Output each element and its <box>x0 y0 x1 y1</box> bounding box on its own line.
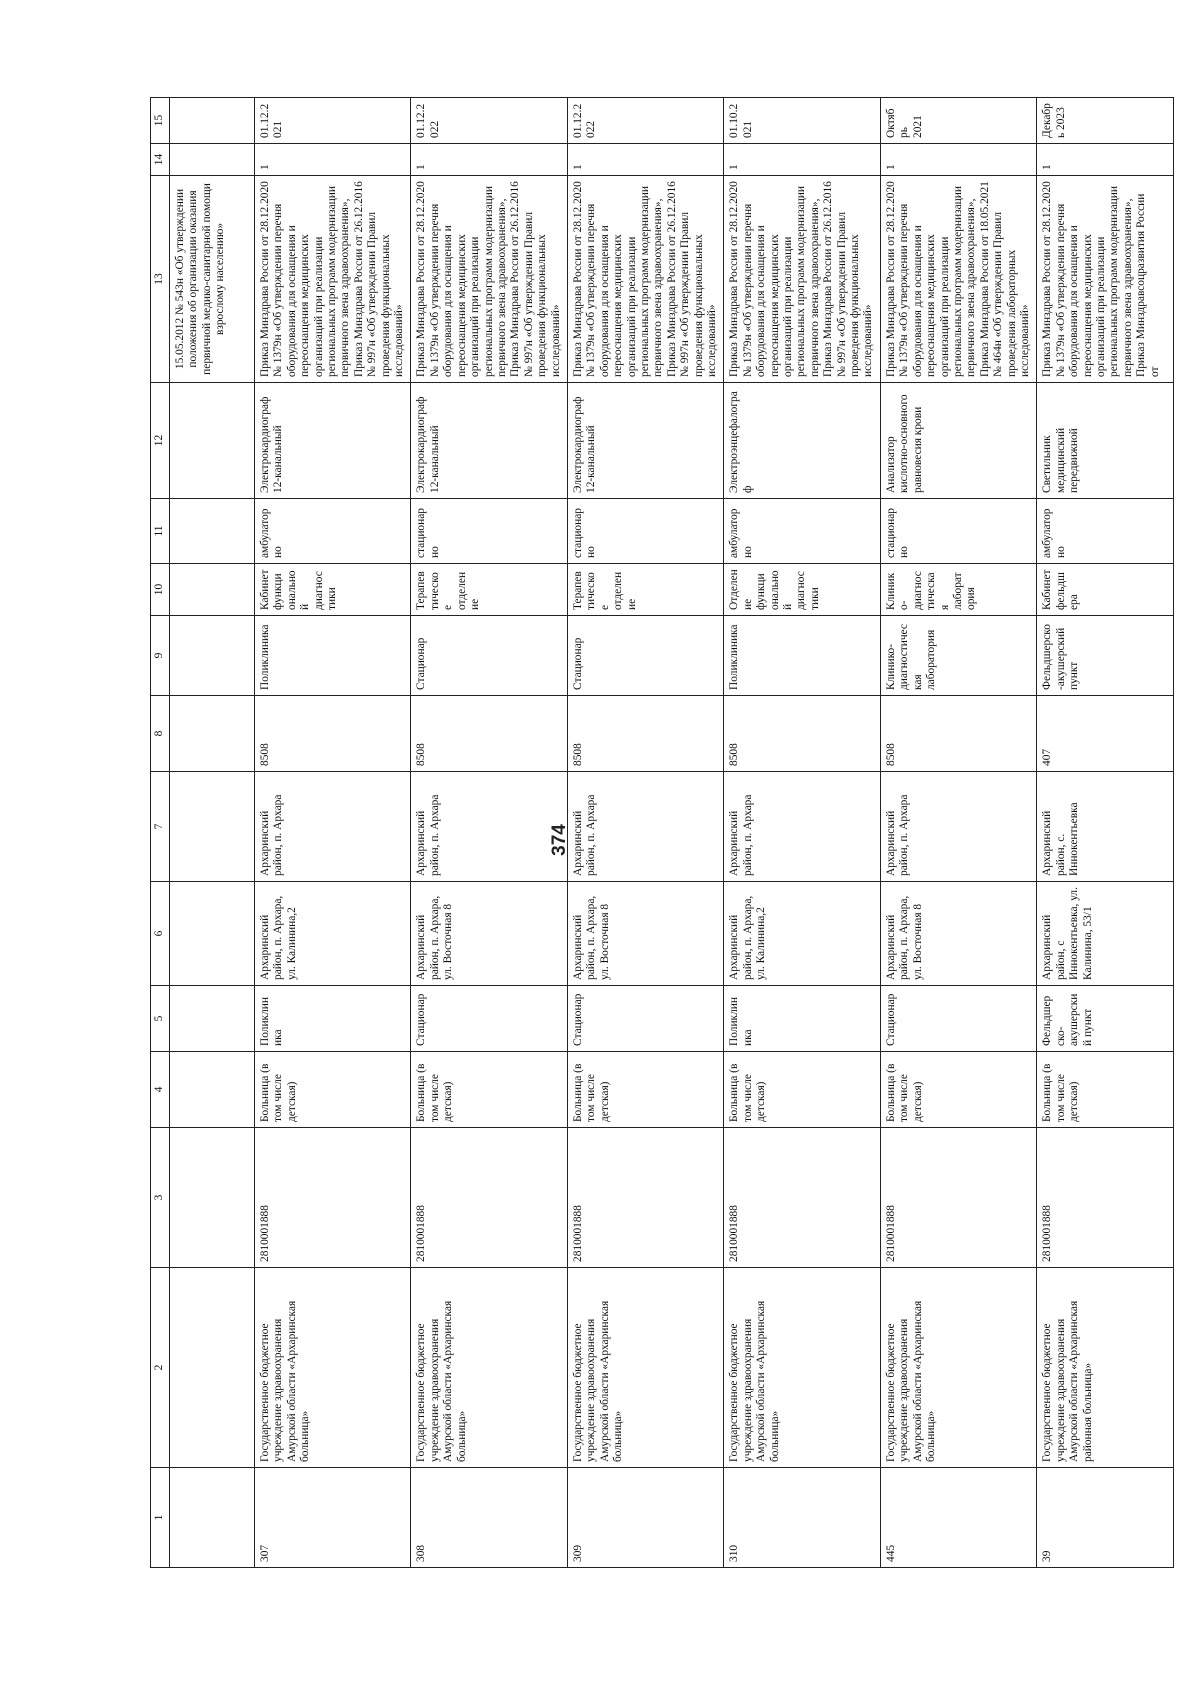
empty-cell <box>170 1052 255 1128</box>
quantity: 1 <box>255 144 411 176</box>
department: Терапевтическое отделение <box>411 564 567 616</box>
delivery-date: Декабрь 2023 <box>1037 98 1174 144</box>
locality: Архаринский район, п. Архара <box>724 772 880 882</box>
page-number: 374 <box>549 824 570 856</box>
locality: Архаринский район, п. Архара <box>411 772 567 882</box>
structural-unit: Поликлиника <box>724 986 880 1052</box>
organization-name: Государственное бюджетное учреждение здравоохранения Амурской области «Архаринская больница» <box>411 1268 567 1468</box>
row-number: 445 <box>880 1468 1036 1568</box>
table-row <box>1037 98 1174 1568</box>
quantity: 1 <box>567 144 723 176</box>
department: Кабинет фельдшера <box>1037 564 1174 616</box>
structural-unit: Стационар <box>411 986 567 1052</box>
quantity: 1 <box>1037 144 1174 176</box>
equipment-name: Электрокардиограф 12-канальный <box>567 383 723 499</box>
organization-name: Государственное бюджетное учреждение здравоохранения Амурской области «Архаринская больница» <box>567 1268 723 1468</box>
empty-cell <box>170 772 255 882</box>
rotated-page <box>150 98 1161 1568</box>
row-number: 39 <box>1037 1468 1174 1568</box>
organization-type: Больница (в том числе детская) <box>411 1052 567 1128</box>
code: 8508 <box>724 696 880 772</box>
table-row <box>411 98 567 1568</box>
column-number: 8 <box>151 696 170 772</box>
empty-cell <box>170 499 255 564</box>
code: 8508 <box>880 696 1036 772</box>
locality: Архаринский район, п. Архара <box>880 772 1036 882</box>
locality: Архаринский район, п. Архара <box>255 772 411 882</box>
code: 8508 <box>567 696 723 772</box>
organization-type: Больница (в том числе детская) <box>255 1052 411 1128</box>
care-conditions: стационарно <box>567 499 723 564</box>
address: Архаринский район, п. Архара, ул. Калинина,2 <box>724 882 880 986</box>
subunit: Поликлиника <box>724 616 880 696</box>
subunit: Клинико-диагностическая лаборатория <box>880 616 1036 696</box>
empty-cell <box>170 383 255 499</box>
empty-cell <box>170 1468 255 1568</box>
column-numbers-row <box>151 98 170 1568</box>
address: Архаринский район, п. Архара, ул. Калинина,2 <box>255 882 411 986</box>
subunit: Стационар <box>567 616 723 696</box>
equipment-name: Электрокардиограф 12-канальный <box>255 383 411 499</box>
empty-cell <box>170 1268 255 1468</box>
equipment-registry-table <box>150 97 1174 1568</box>
row-number: 307 <box>255 1468 411 1568</box>
quantity: 1 <box>411 144 567 176</box>
empty-cell <box>170 1128 255 1268</box>
inn-code: 2810001888 <box>255 1128 411 1268</box>
empty-cell <box>170 986 255 1052</box>
quantity: 1 <box>724 144 880 176</box>
column-number: 15 <box>151 98 170 144</box>
subunit: Стационар <box>411 616 567 696</box>
organization-name: Государственное бюджетное учреждение здравоохранения Амурской области «Архаринская больница» <box>724 1268 880 1468</box>
column-number: 1 <box>151 1468 170 1568</box>
equipment-name: Электрокардиограф 12-канальный <box>411 383 567 499</box>
department: Клинико-диагностическая лаборатория <box>880 564 1036 616</box>
delivery-date: 01.12.2022 <box>567 98 723 144</box>
inn-code: 2810001888 <box>411 1128 567 1268</box>
organization-type: Больница (в том числе детская) <box>1037 1052 1174 1128</box>
empty-cell <box>170 144 255 176</box>
column-number: 5 <box>151 986 170 1052</box>
code: 407 <box>1037 696 1174 772</box>
address: Архаринский район, п. Архара, ул. Восточная 8 <box>567 882 723 986</box>
column-number: 7 <box>151 772 170 882</box>
quantity: 1 <box>880 144 1036 176</box>
inn-code: 2810001888 <box>567 1128 723 1268</box>
organization-type: Больница (в том числе детская) <box>724 1052 880 1128</box>
empty-cell <box>170 616 255 696</box>
column-number: 3 <box>151 1128 170 1268</box>
empty-cell <box>170 98 255 144</box>
structural-unit: Поликлиника <box>255 986 411 1052</box>
address: Архаринский район, п. Архара, ул. Восточная 8 <box>411 882 567 986</box>
inn-code: 2810001888 <box>880 1128 1036 1268</box>
organization-type: Больница (в том числе детская) <box>567 1052 723 1128</box>
organization-name: Государственное бюджетное учреждение здравоохранения Амурской области «Архаринская больница» <box>880 1268 1036 1468</box>
column-number: 9 <box>151 616 170 696</box>
row-number: 310 <box>724 1468 880 1568</box>
organization-name: Государственное бюджетное учреждение здравоохранения Амурской области «Архаринская больница» <box>255 1268 411 1468</box>
empty-cell <box>170 882 255 986</box>
department: Кабинет функциональной диагностики <box>255 564 411 616</box>
equipment-name: Электроэнцефалограф <box>724 383 880 499</box>
empty-cell <box>170 696 255 772</box>
regulatory-documents: Приказ Минздрава России от 28.12.2020 № 1379н «Об утверждении перечня оборудования для оснащения и переоснащения медицинских организаций при реализации региональных программ модернизации первичного звена здравоохранения», Приказ Минздрава России от 18.05.2021 № 464н «Об утверждении Правил проведения лабораторных исследований» <box>880 176 1036 383</box>
column-number: 12 <box>151 383 170 499</box>
care-conditions: амбулаторно <box>1037 499 1174 564</box>
organization-type: Больница (в том числе детская) <box>880 1052 1036 1128</box>
care-conditions: амбулаторно <box>724 499 880 564</box>
regulatory-documents: Приказ Минздрава России от 28.12.2020 № 1379н «Об утверждении перечня оборудования для оснащения и переоснащения медицинских организаций при реализации региональных программ модернизации первичного звена здравоохранения», Приказ Минздрава России от 26.12.2016 № 997н «Об утверждении Правил проведения функциональных исследований» <box>411 176 567 383</box>
address: Архаринский район, с Иннокентьевка, ул. Калинина, 53/1 <box>1037 882 1174 986</box>
column-number: 4 <box>151 1052 170 1128</box>
regulatory-documents: Приказ Минздрава России от 28.12.2020 № 1379н «Об утверждении перечня оборудования для оснащения и переоснащения медицинских организаций при реализации региональных программ модернизации первичного звена здравоохранения», Приказ Минздрава России от 26.12.2016 № 997н «Об утверждении Правил проведения функциональных исследований» <box>724 176 880 383</box>
organization-name: Государственное бюджетное учреждение здравоохранения Амурской области «Архаринская районная больница» <box>1037 1268 1174 1468</box>
equipment-name: Анализатор кислотно-основного равновесия крови <box>880 383 1036 499</box>
care-conditions: стационарно <box>880 499 1036 564</box>
continuation-text: 15.05.2012 № 543н «Об утверждении положения об организации оказания первичной медико-санитарной помощи взрослому населению» <box>170 176 255 383</box>
department: Терапевтическое отделение <box>567 564 723 616</box>
structural-unit: Фельдшерско-акушерский пункт <box>1037 986 1174 1052</box>
column-number: 14 <box>151 144 170 176</box>
column-number: 10 <box>151 564 170 616</box>
address: Архаринский район, п. Архара, ул. Восточная 8 <box>880 882 1036 986</box>
row-number: 308 <box>411 1468 567 1568</box>
code: 8508 <box>255 696 411 772</box>
table-row <box>255 98 411 1568</box>
column-number: 11 <box>151 499 170 564</box>
regulatory-documents: Приказ Минздрава России от 28.12.2020 № 1379н «Об утверждении перечня оборудования для оснащения и переоснащения медицинских организаций при реализации региональных программ модернизации первичного звена здравоохранения», Приказ Минздравсоцразвития России от <box>1037 176 1174 383</box>
structural-unit: Стационар <box>880 986 1036 1052</box>
table-row <box>880 98 1036 1568</box>
subunit: Поликлиника <box>255 616 411 696</box>
subunit: Фельдшерско-акушерский пункт <box>1037 616 1174 696</box>
column-number: 13 <box>151 176 170 383</box>
empty-cell <box>170 564 255 616</box>
table-row <box>724 98 880 1568</box>
regulatory-documents: Приказ Минздрава России от 28.12.2020 № 1379н «Об утверждении перечня оборудования для оснащения и переоснащения медицинских организаций при реализации региональных программ модернизации первичного звена здравоохранения», Приказ Минздрава России от 26.12.2016 № 997н «Об утверждении Правил проведения функциональных исследований» <box>567 176 723 383</box>
inn-code: 2810001888 <box>1037 1128 1174 1268</box>
equipment-name: Светильник медицинский передвижной <box>1037 383 1174 499</box>
delivery-date: Октябрь 2021 <box>880 98 1036 144</box>
delivery-date: 01.12.2021 <box>255 98 411 144</box>
care-conditions: амбулаторно <box>255 499 411 564</box>
table-row <box>567 98 723 1568</box>
care-conditions: стационарно <box>411 499 567 564</box>
regulatory-documents: Приказ Минздрава России от 28.12.2020 № 1379н «Об утверждении перечня оборудования для оснащения и переоснащения медицинских организаций при реализации региональных программ модернизации первичного звена здравоохранения», Приказ Минздрава России от 26.12.2016 № 997н «Об утверждении Правил проведения функциональных исследований» <box>255 176 411 383</box>
delivery-date: 01.12.2022 <box>411 98 567 144</box>
column-number: 2 <box>151 1268 170 1468</box>
locality: Архаринский район, с. Иннокентьевка <box>1037 772 1174 882</box>
delivery-date: 01.10.2021 <box>724 98 880 144</box>
locality: Архаринский район, п. Архара <box>567 772 723 882</box>
row-number: 309 <box>567 1468 723 1568</box>
continuation-row <box>170 98 255 1568</box>
department: Отделение функциональной диагностики <box>724 564 880 616</box>
column-number: 6 <box>151 882 170 986</box>
structural-unit: Стационар <box>567 986 723 1052</box>
inn-code: 2810001888 <box>724 1128 880 1268</box>
code: 8508 <box>411 696 567 772</box>
